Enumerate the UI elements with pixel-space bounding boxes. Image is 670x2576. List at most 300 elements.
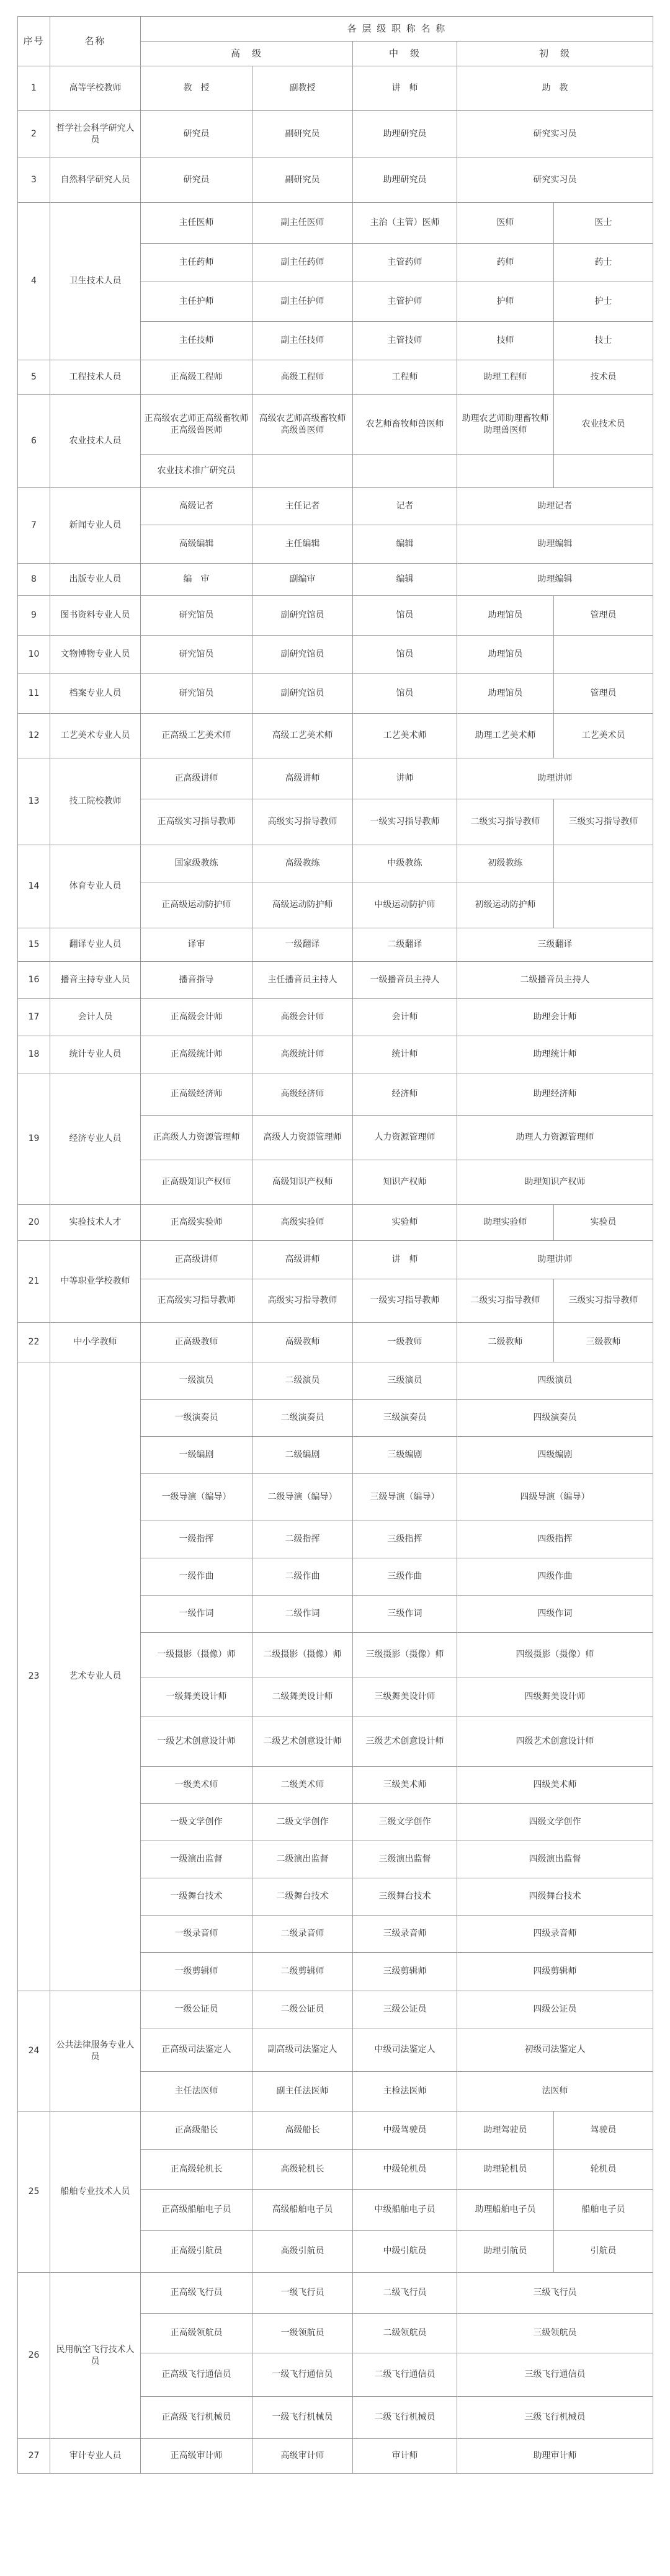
title-cell: 正高级讲师	[141, 758, 252, 799]
table-row	[18, 2273, 653, 2314]
title-cell: 三级作曲	[353, 1558, 457, 1596]
row-number: 14	[18, 845, 50, 928]
title-cell: 正高级引航员	[141, 2231, 252, 2273]
title-cell: 一级摄影（摄像）师	[141, 1633, 252, 1677]
title-cell: 三级飞行机械员	[457, 2397, 653, 2439]
row-number: 5	[18, 360, 50, 395]
row-number: 2	[18, 111, 50, 158]
title-cell: 四级编剧	[457, 1437, 653, 1474]
title-cell: 主任编辑	[252, 525, 353, 564]
title-cell: 国家级教练	[141, 845, 252, 882]
title-cell: 主检法医师	[353, 2072, 457, 2112]
title-cell: 助理人力资源管理师	[457, 1116, 653, 1160]
title-cell: 助理知识产权师	[457, 1160, 653, 1205]
title-cell: 一级指挥	[141, 1521, 252, 1558]
title-cell: 主任播音员主持人	[252, 962, 353, 999]
table-row	[18, 158, 653, 203]
title-cell: 研究馆员	[141, 636, 252, 674]
title-cell: 二级艺术创意设计师	[252, 1717, 353, 1767]
title-cell: 二级实习指导教师	[457, 1279, 554, 1323]
title-cell: 三级美术师	[353, 1767, 457, 1804]
title-cell: 护师	[457, 282, 554, 322]
row-number: 9	[18, 596, 50, 636]
table-row	[18, 1036, 653, 1073]
title-cell: 正高级会计师	[141, 999, 252, 1036]
title-cell: 一级实习指导教师	[353, 799, 457, 845]
title-cell: 三级文学创作	[353, 1804, 457, 1841]
title-cell: 三级飞行员	[457, 2273, 653, 2314]
row-number: 15	[18, 928, 50, 962]
title-cell: 四级舞美设计师	[457, 1677, 653, 1717]
title-cell: 一级剪辑师	[141, 1953, 252, 1991]
title-cell: 正高级司法鉴定人	[141, 2028, 252, 2072]
title-cell: 法医师	[457, 2072, 653, 2112]
table-row	[18, 1991, 653, 2028]
category-name: 体育专业人员	[50, 845, 141, 928]
title-cell: 正高级教师	[141, 1323, 252, 1362]
title-cell: 中级引航员	[353, 2231, 457, 2273]
table-row	[18, 596, 653, 636]
title-cell: 馆员	[353, 596, 457, 636]
title-cell: 助理讲师	[457, 758, 653, 799]
title-cell	[252, 455, 353, 488]
title-cell: 四级剪辑师	[457, 1953, 653, 1991]
title-cell: 研究实习员	[457, 158, 653, 203]
title-cell: 农业技术推广研究员	[141, 455, 252, 488]
title-cell: 讲 师	[353, 66, 457, 111]
row-number: 26	[18, 2273, 50, 2439]
category-name: 农业技术人员	[50, 395, 141, 488]
title-cell: 副主任技师	[252, 322, 353, 360]
title-cell	[457, 455, 554, 488]
title-cell: 二级录音师	[252, 1916, 353, 1953]
category-name: 技工院校教师	[50, 758, 141, 845]
title-cell: 四级演奏员	[457, 1400, 653, 1437]
table-body	[18, 66, 653, 2474]
title-cell: 助理船舶电子员	[457, 2190, 554, 2231]
title-cell: 三级剪辑师	[353, 1953, 457, 1991]
table-row	[18, 999, 653, 1036]
title-cell: 主管护师	[353, 282, 457, 322]
row-number: 24	[18, 1991, 50, 2112]
title-cell: 工艺美术员	[554, 714, 653, 758]
title-cell: 一级作词	[141, 1596, 252, 1633]
title-cell: 二级飞行通信员	[353, 2353, 457, 2397]
title-cell: 药士	[554, 244, 653, 282]
title-cell: 二级指挥	[252, 1521, 353, 1558]
title-cell: 正高级实习指导教师	[141, 799, 252, 845]
title-cell: 一级文学创作	[141, 1804, 252, 1841]
title-cell: 四级舞台技术	[457, 1878, 653, 1916]
row-number: 17	[18, 999, 50, 1036]
title-cell: 一级飞行通信员	[252, 2353, 353, 2397]
row-number: 12	[18, 714, 50, 758]
title-cell: 助理研究员	[353, 158, 457, 203]
table-header	[18, 17, 653, 66]
title-cell: 四级美术师	[457, 1767, 653, 1804]
title-cell: 正高级飞行员	[141, 2273, 252, 2314]
row-number: 19	[18, 1073, 50, 1205]
title-cell: 编辑	[353, 525, 457, 564]
title-cell: 一级演员	[141, 1362, 252, 1400]
row-number: 3	[18, 158, 50, 203]
title-cell: 一级飞行员	[252, 2273, 353, 2314]
title-cell: 高级实习指导教师	[252, 799, 353, 845]
title-cell	[554, 636, 653, 674]
category-name: 卫生技术人员	[50, 203, 141, 360]
title-cell: 正高级领航员	[141, 2314, 252, 2353]
title-cell: 一级演出监督	[141, 1841, 252, 1878]
title-cell: 三级导演（编导）	[353, 1474, 457, 1521]
title-cell: 二级作曲	[252, 1558, 353, 1596]
title-cell: 二级摄影（摄像）师	[252, 1633, 353, 1677]
category-name: 图书资料专业人员	[50, 596, 141, 636]
title-cell: 三级领航员	[457, 2314, 653, 2353]
title-cell: 驾驶员	[554, 2112, 653, 2150]
title-cell: 正高级知识产权师	[141, 1160, 252, 1205]
title-cell: 助理驾驶员	[457, 2112, 554, 2150]
title-cell: 副主任医师	[252, 203, 353, 244]
title-cell: 高级教师	[252, 1323, 353, 1362]
row-number: 7	[18, 488, 50, 564]
title-cell: 高级工程师	[252, 360, 353, 395]
title-cell: 三级演奏员	[353, 1400, 457, 1437]
title-cell: 助理审计师	[457, 2439, 653, 2474]
title-cell: 主任医师	[141, 203, 252, 244]
title-cell: 经济师	[353, 1073, 457, 1116]
title-cell: 高级实验师	[252, 1205, 353, 1241]
title-cell: 审计师	[353, 2439, 457, 2474]
table-row	[18, 1323, 653, 1362]
category-name: 哲学社会科学研究人员	[50, 111, 141, 158]
title-cell: 二级翻译	[353, 928, 457, 962]
title-cell: 副研究馆员	[252, 674, 353, 714]
row-number: 4	[18, 203, 50, 360]
title-cell: 主任技师	[141, 322, 252, 360]
title-cell: 一级教师	[353, 1323, 457, 1362]
row-number: 16	[18, 962, 50, 999]
table-row	[18, 674, 653, 714]
title-cell: 播音指导	[141, 962, 252, 999]
title-cell: 三级摄影（摄像）师	[353, 1633, 457, 1677]
row-number: 10	[18, 636, 50, 674]
title-cell: 一级飞行机械员	[252, 2397, 353, 2439]
title-cell: 助理会计师	[457, 999, 653, 1036]
title-cell: 中级驾驶员	[353, 2112, 457, 2150]
row-number: 8	[18, 564, 50, 596]
title-cell: 中级司法鉴定人	[353, 2028, 457, 2072]
title-cell: 助理实验师	[457, 1205, 554, 1241]
title-cell: 主管药师	[353, 244, 457, 282]
category-name: 新闻专业人员	[50, 488, 141, 564]
title-cell: 二级美术师	[252, 1767, 353, 1804]
title-cell: 中级教练	[353, 845, 457, 882]
title-cell: 副教授	[252, 66, 353, 111]
table-row	[18, 203, 653, 244]
title-cell: 农业技术员	[554, 395, 653, 455]
title-cell: 编 审	[141, 564, 252, 596]
title-cell: 教 授	[141, 66, 252, 111]
title-cell: 二级飞行员	[353, 2273, 457, 2314]
category-name: 经济专业人员	[50, 1073, 141, 1205]
title-cell: 正高级实验师	[141, 1205, 252, 1241]
title-cell: 高级轮机长	[252, 2150, 353, 2190]
title-cell: 高级审计师	[252, 2439, 353, 2474]
table-row	[18, 2112, 653, 2150]
table-row	[18, 636, 653, 674]
title-cell	[554, 845, 653, 882]
title-cell: 正高级人力资源管理师	[141, 1116, 252, 1160]
title-cell: 高级教练	[252, 845, 353, 882]
title-cell: 高级引航员	[252, 2231, 353, 2273]
title-cell: 轮机员	[554, 2150, 653, 2190]
title-cell: 四级公证员	[457, 1991, 653, 2028]
title-cell: 副编审	[252, 564, 353, 596]
category-name: 艺术专业人员	[50, 1362, 141, 1991]
category-name: 文物博物专业人员	[50, 636, 141, 674]
title-cell: 助理轮机员	[457, 2150, 554, 2190]
title-cell: 助理记者	[457, 488, 653, 525]
category-name: 中等职业学校教师	[50, 1241, 141, 1323]
title-cell: 一级公证员	[141, 1991, 252, 2028]
table-row	[18, 928, 653, 962]
title-cell: 二级舞美设计师	[252, 1677, 353, 1717]
title-cell: 二级文学创作	[252, 1804, 353, 1841]
title-cell: 一级领航员	[252, 2314, 353, 2353]
table-row	[18, 1073, 653, 1116]
title-cell: 四级录音师	[457, 1916, 653, 1953]
title-cell: 三级编剧	[353, 1437, 457, 1474]
title-cell: 三级艺术创意设计师	[353, 1717, 457, 1767]
title-cell: 副高级司法鉴定人	[252, 2028, 353, 2072]
title-cell: 二级演员	[252, 1362, 353, 1400]
header-name: 名称	[50, 17, 141, 66]
row-number: 21	[18, 1241, 50, 1323]
table-row	[18, 66, 653, 111]
title-cell: 一级翻译	[252, 928, 353, 962]
title-cell: 助理经济师	[457, 1073, 653, 1116]
title-cell: 副主任护师	[252, 282, 353, 322]
row-number: 20	[18, 1205, 50, 1241]
category-name: 审计专业人员	[50, 2439, 141, 2474]
title-cell: 高级人力资源管理师	[252, 1116, 353, 1160]
title-cell: 馆员	[353, 636, 457, 674]
table-row	[18, 845, 653, 882]
title-cell: 高级知识产权师	[252, 1160, 353, 1205]
title-cell: 馆员	[353, 674, 457, 714]
title-cell: 主任护师	[141, 282, 252, 322]
professional-title-table	[17, 16, 653, 2474]
header-junior: 初 级	[457, 42, 653, 66]
category-name: 公共法律服务专业人员	[50, 1991, 141, 2112]
title-cell: 助理工艺美术师	[457, 714, 554, 758]
title-cell: 正高级讲师	[141, 1241, 252, 1279]
title-cell: 高级船舶电子员	[252, 2190, 353, 2231]
title-cell: 二级播音员主持人	[457, 962, 653, 999]
title-cell: 副主任法医师	[252, 2072, 353, 2112]
title-cell: 工程师	[353, 360, 457, 395]
table-row	[18, 360, 653, 395]
table-row	[18, 758, 653, 799]
title-cell: 医士	[554, 203, 653, 244]
title-cell: 中级船舶电子员	[353, 2190, 457, 2231]
header-seq: 序号	[18, 17, 50, 66]
title-cell: 三级演出监督	[353, 1841, 457, 1878]
title-cell: 助理研究员	[353, 111, 457, 158]
category-name: 出版专业人员	[50, 564, 141, 596]
title-cell: 主任药师	[141, 244, 252, 282]
title-cell: 一级舞台技术	[141, 1878, 252, 1916]
title-cell: 一级演奏员	[141, 1400, 252, 1437]
row-number: 1	[18, 66, 50, 111]
title-cell: 三级作词	[353, 1596, 457, 1633]
title-cell: 四级指挥	[457, 1521, 653, 1558]
title-cell: 农艺师畜牧师兽医师	[353, 395, 457, 455]
title-cell: 人力资源管理师	[353, 1116, 457, 1160]
title-cell: 知识产权师	[353, 1160, 457, 1205]
title-cell: 助 教	[457, 66, 653, 111]
row-number: 23	[18, 1362, 50, 1991]
title-cell: 三级演员	[353, 1362, 457, 1400]
title-cell	[353, 455, 457, 488]
title-cell: 二级作词	[252, 1596, 353, 1633]
title-cell: 二级实习指导教师	[457, 799, 554, 845]
title-cell: 讲 师	[353, 1241, 457, 1279]
title-cell: 正高级统计师	[141, 1036, 252, 1073]
table-row	[18, 1362, 653, 1400]
header-title: 各 层 级 职 称 名 称	[141, 17, 653, 42]
title-cell: 三级录音师	[353, 1916, 457, 1953]
title-cell: 一级舞美设计师	[141, 1677, 252, 1717]
header-mid: 中 级	[353, 42, 457, 66]
table-row	[18, 564, 653, 596]
title-cell: 三级实习指导教师	[554, 799, 653, 845]
category-name: 翻译专业人员	[50, 928, 141, 962]
title-cell: 中级运动防护师	[353, 882, 457, 928]
title-cell: 初级司法鉴定人	[457, 2028, 653, 2072]
category-name: 自然科学研究人员	[50, 158, 141, 203]
title-cell	[554, 455, 653, 488]
table-row	[18, 962, 653, 999]
title-cell: 研究实习员	[457, 111, 653, 158]
title-cell: 一级作曲	[141, 1558, 252, 1596]
title-cell: 三级飞行通信员	[457, 2353, 653, 2397]
category-name: 档案专业人员	[50, 674, 141, 714]
table-row	[18, 111, 653, 158]
title-cell: 正高级审计师	[141, 2439, 252, 2474]
table-row	[18, 1205, 653, 1241]
title-cell: 高级讲师	[252, 1241, 353, 1279]
title-cell: 正高级实习指导教师	[141, 1279, 252, 1323]
title-cell: 三级指挥	[353, 1521, 457, 1558]
title-cell: 正高级船长	[141, 2112, 252, 2150]
table-row	[18, 714, 653, 758]
title-cell: 高级运动防护师	[252, 882, 353, 928]
title-cell	[554, 882, 653, 928]
title-cell: 引航员	[554, 2231, 653, 2273]
row-number: 18	[18, 1036, 50, 1073]
title-cell: 正高级轮机长	[141, 2150, 252, 2190]
title-cell: 初级运动防护师	[457, 882, 554, 928]
title-cell: 编辑	[353, 564, 457, 596]
title-cell: 药师	[457, 244, 554, 282]
category-name: 中小学教师	[50, 1323, 141, 1362]
title-cell: 记者	[353, 488, 457, 525]
title-cell: 四级导演（编导）	[457, 1474, 653, 1521]
title-cell: 二级导演（编导）	[252, 1474, 353, 1521]
title-cell: 副研究馆员	[252, 596, 353, 636]
title-cell: 正高级飞行机械员	[141, 2397, 252, 2439]
header-senior: 高 级	[141, 42, 353, 66]
title-cell: 主管技师	[353, 322, 457, 360]
title-cell: 统计师	[353, 1036, 457, 1073]
title-cell: 研究员	[141, 158, 252, 203]
title-cell: 二级舞台技术	[252, 1878, 353, 1916]
title-cell: 管理员	[554, 674, 653, 714]
title-cell: 会计师	[353, 999, 457, 1036]
table-row	[18, 488, 653, 525]
title-cell: 正高级工艺美术师	[141, 714, 252, 758]
title-cell: 助理馆员	[457, 596, 554, 636]
title-cell: 研究员	[141, 111, 252, 158]
title-cell: 助理馆员	[457, 674, 554, 714]
title-cell: 一级艺术创意设计师	[141, 1717, 252, 1767]
title-cell: 四级演出监督	[457, 1841, 653, 1878]
category-name: 民用航空飞行技术人员	[50, 2273, 141, 2439]
title-cell: 正高级船舶电子员	[141, 2190, 252, 2231]
row-number: 6	[18, 395, 50, 488]
title-cell: 副主任药师	[252, 244, 353, 282]
title-cell: 医师	[457, 203, 554, 244]
title-cell: 工艺美术师	[353, 714, 457, 758]
title-cell: 四级演员	[457, 1362, 653, 1400]
category-name: 会计人员	[50, 999, 141, 1036]
title-cell: 高级讲师	[252, 758, 353, 799]
title-cell: 正高级农艺师正高级畜牧师正高级兽医师	[141, 395, 252, 455]
table-row	[18, 1241, 653, 1279]
title-cell: 一级录音师	[141, 1916, 252, 1953]
title-cell: 四级摄影（摄像）师	[457, 1633, 653, 1677]
title-cell: 二级演出监督	[252, 1841, 353, 1878]
category-name: 工程技术人员	[50, 360, 141, 395]
title-cell: 正高级运动防护师	[141, 882, 252, 928]
table-row	[18, 2439, 653, 2474]
row-number: 13	[18, 758, 50, 845]
title-cell: 助理统计师	[457, 1036, 653, 1073]
title-cell: 四级文学创作	[457, 1804, 653, 1841]
title-cell: 副研究馆员	[252, 636, 353, 674]
title-cell: 四级作曲	[457, 1558, 653, 1596]
title-cell: 一级导演（编导）	[141, 1474, 252, 1521]
title-cell: 初级教练	[457, 845, 554, 882]
title-cell: 二级领航员	[353, 2314, 457, 2353]
title-cell: 一级播音员主持人	[353, 962, 457, 999]
title-cell: 四级艺术创意设计师	[457, 1717, 653, 1767]
title-cell: 正高级工程师	[141, 360, 252, 395]
title-cell: 正高级经济师	[141, 1073, 252, 1116]
title-cell: 译审	[141, 928, 252, 962]
title-cell: 高级编辑	[141, 525, 252, 564]
title-cell: 助理馆员	[457, 636, 554, 674]
title-cell: 中级轮机员	[353, 2150, 457, 2190]
title-cell: 二级演奏员	[252, 1400, 353, 1437]
title-cell: 研究馆员	[141, 596, 252, 636]
title-cell: 副研究员	[252, 111, 353, 158]
title-cell: 三级公证员	[353, 1991, 457, 2028]
row-number: 25	[18, 2112, 50, 2273]
title-cell: 实验师	[353, 1205, 457, 1241]
title-cell: 实验员	[554, 1205, 653, 1241]
